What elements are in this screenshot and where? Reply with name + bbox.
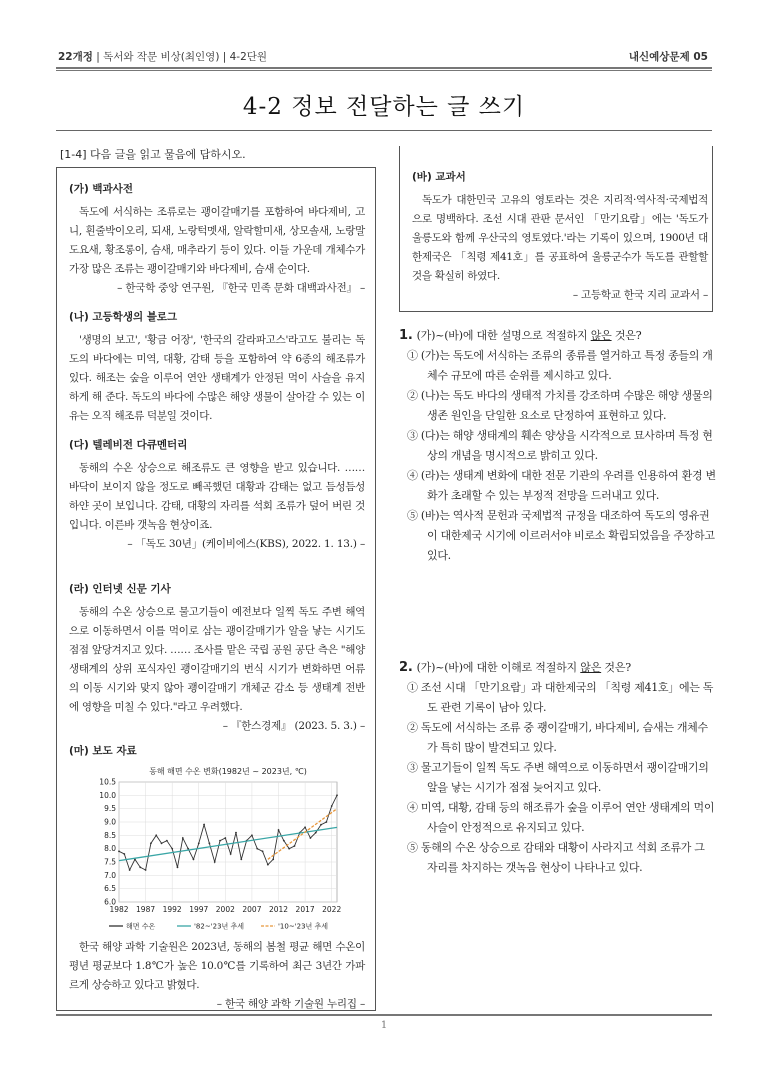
data-point [208,842,210,844]
data-point [219,840,221,842]
x-tick-label: 2007 [242,905,262,914]
question-1-stem-post: 것은? [611,329,642,342]
question-1-option-1[interactable]: ① (가)는 독도에 서식하는 조류의 종류를 열거하고 특정 종들의 개체수 규모에 따른 순위를 제시하고 있다. [407,349,713,382]
page-number: 1 [380,1020,388,1031]
data-point [310,837,312,839]
data-point [166,840,168,842]
section-ma-heading: (마) 보도 자료 [69,745,137,757]
data-point [177,866,179,868]
question-1-number: 1. [399,328,413,343]
data-point [203,824,205,826]
y-tick-label: 8.0 [104,844,116,854]
section-ra [69,580,365,736]
data-point [155,834,157,836]
data-point [325,821,327,823]
sea-temperature-chart [57,762,377,942]
x-tick-label: 1982 [109,905,129,914]
question-2-option-2[interactable]: ② 독도에 서식하는 조류 중 괭이갈매기, 바다제비, 슴새는 개체수가 특히 많이 발견되고 있다. [407,721,708,754]
data-point [187,848,189,850]
y-tick-label: 7.5 [104,857,116,867]
section-na-heading: (나) 고등학생의 블로그 [69,311,178,323]
y-tick-label: 9.0 [104,817,116,827]
question-2-option-5[interactable]: ⑤ 동해의 수온 상승으로 감태와 대황이 사라지고 석회 조류가 그 자리를 차지하는 갯녹음 현상이 나타나고 있다. [407,841,705,874]
page-title: 4-2 정보 전달하는 글 쓰기 [242,94,526,120]
question-1-option-3[interactable]: ③ (다)는 해양 생태계의 훼손 양상을 시각적으로 묘사하며 특정 현상의 개념을 명시적으로 밝히고 있다. [407,429,713,462]
question-1-option-5[interactable]: ⑤ (바)는 역사적 문헌과 국제법적 규정을 대조하여 독도의 영유권이 대한제국 시기에 이르러서야 비로소 확립되었음을 주장하고 있다. [407,509,715,562]
data-point [214,861,216,863]
section-ga [69,180,365,298]
section-ba-source: – 고등학교 한국 지리 교과서 – [572,289,708,301]
header-divider [56,67,712,71]
data-point [235,832,237,834]
y-tick-label: 10.0 [99,790,116,800]
question-2-stem-post: 것은? [601,661,631,674]
y-tick-label: 6.0 [104,897,116,907]
section-na [69,308,365,426]
data-point [267,864,269,866]
data-point [182,837,184,839]
x-tick-label: 2017 [295,905,315,914]
question-2-stem-underline: 않은 [580,661,602,674]
y-tick-label: 9.5 [104,804,116,814]
section-ba-heading: (바) 교과서 [412,171,466,183]
section-na-body: '생명의 보고', '황금 어장', '한국의 갈라파고스'라고도 불리는 독도의 바다에는 미역, 대황, 감태 등을 포함하여 약 6종의 해조류가 있다. 해조는 숲을 이루어 연안 생태계가 안정된 먹이 사슬을 유지하게 해 준다. 독도의 바다에 수많은 해양 생물이 살아갈 수 있는 이유는 오직 해조류 덕분일 것이다. [69,334,365,422]
question-1-stem-underline: 않은 [590,329,612,342]
x-tick-label: 2002 [215,905,235,914]
data-point [304,826,306,828]
question-intro: [1-4] 다음 글을 읽고 물음에 답하시오. [60,148,246,161]
section-ra-source: – 『한스경제』 (2023. 5. 3.) – [222,720,365,732]
data-point [230,853,232,855]
data-point [331,805,333,807]
header-course-text: | 독서와 작문 비상(최인영) | 4-2단원 [92,51,268,63]
x-tick-label: 2022 [322,905,342,914]
question-2-stem-pre: (가)~(바)에 대한 이해로 적절하지 [416,661,581,674]
y-tick-label: 6.5 [104,884,116,894]
x-tick-label: 1992 [162,905,182,914]
section-ga-heading: (가) 백과사전 [69,183,133,195]
question-2-option-4[interactable]: ④ 미역, 대황, 감태 등의 해조류가 숲을 이루어 연안 생태계의 먹이 사슬이 안정적으로 유지되고 있다. [407,801,715,834]
section-ga-body: 독도에 서식하는 조류로는 괭이갈매기를 포함하여 바다제비, 고니, 흰줄박이오리, 되새, 노랑턱멧새, 알락할미새, 상모솔새, 노랑말 도요새, 황조롱이, 슴새, 매추라기 등이 있다. 이들 가운데 개체수가 가장 많은 조류는 괭이갈매기와 바다제비, 슴새 순이다. [69,206,365,275]
question-1-option-2[interactable]: ② (나)는 독도 바다의 생태적 가치를 강조하며 수많은 해양 생물의 생존 원인을 단일한 요소로 단정하여 표현하고 있다. [407,389,713,422]
data-point [224,837,226,839]
section-da-body: 동해의 수온 상승으로 해조류도 큰 영향을 받고 있습니다. …… 바닥이 보이지 않을 정도로 빼곡했던 대황과 감태는 없고 듬성듬성 하얀 곳이 보입니다. 감태, 대황의 자리를 석회 조류가 덮어 버린 것입니다. 이른바 갯녹음 현상이죠. [69,462,365,531]
section-ma-source: – 한국 해양 과학 기술원 누리집 – [216,998,365,1010]
data-point [283,840,285,842]
data-point [123,853,125,855]
data-point [288,848,290,850]
y-tick-label: 10.5 [99,777,116,787]
section-ma-body: 한국 해양 과학 기술원은 2023년, 동해의 봄철 평균 해면 수온이 평년 평균보다 1.8℃가 높은 10.0℃를 기록하여 최근 3년간 가파르게 상승하고 있다고 밝혔다. [69,941,365,991]
data-point [145,869,147,871]
section-ma-text [69,938,365,1014]
section-ga-source: – 한국학 중앙 연구원, 『한국 민족 문화 대백과사전』 – [117,282,365,294]
data-point [139,866,141,868]
y-tick-label: 8.5 [104,830,116,840]
question-1-option-4[interactable]: ④ (라)는 생태계 변화에 대한 전문 기관의 우려를 인용하여 환경 변화가 초래할 수 있는 부정적 전망을 드러내고 있다. [407,469,716,502]
header-exam-label: 내신예상문제 05 [628,51,708,63]
question-2-number: 2. [399,660,413,675]
data-point [294,845,296,847]
x-tick-label: 1997 [189,905,209,914]
passage-box-right [399,146,713,312]
data-point [150,842,152,844]
legend-label-3: '10~'23년 추세 [278,922,329,931]
section-da-source: – 「독도 30년」(케이비에스(KBS), 2022. 1. 13.) – [127,538,365,550]
title-divider [56,130,712,131]
data-point [272,858,274,860]
section-ra-heading: (라) 인터넷 신문 기사 [69,583,171,595]
question-1-stem-pre: (가)~(바)에 대한 설명으로 적절하지 [416,329,591,342]
data-point [278,829,280,831]
header-course [58,49,267,64]
x-tick-label: 1987 [136,905,156,914]
question-2-option-1[interactable]: ① 조선 시대 「만기요람」과 대한제국의 「칙령 제41호」에는 독도 관련 기록이 남아 있다. [407,681,714,714]
data-point [198,842,200,844]
section-ra-body: 동해의 수온 상승으로 물고기들이 예전보다 일찍 독도 주변 해역으로 이동하면서 이를 먹이로 삼는 괭이갈매기가 알을 낳는 시기도 점점 앞당겨지고 있다. …… 조사를 맡은 국립 공원 공단 측은 "해양 생태계의 상위 포식자인 괭이갈매기의 번식 시기가 변화하면 어류의 이동 시기와 맞지 않아 괭이갈매기 개체군 감소 등 생태계 전반에 영향을 미칠 수 있다."라고 우려했다. [69,606,365,713]
data-point [161,842,163,844]
question-2 [399,658,717,878]
data-point [336,794,338,796]
data-point [315,832,317,834]
data-point [171,848,173,850]
chart-title: 동해 해면 수온 변화(1982년 ~ 2023년, ℃) [149,767,307,776]
question-1 [399,326,717,566]
question-2-option-3[interactable]: ③ 물고기들이 일찍 독도 주변 해역으로 이동하면서 괭이갈매기의 알을 낳는 시기가 점점 늦어지고 있다. [407,761,709,794]
footer-divider [56,1014,712,1016]
data-point [320,824,322,826]
data-point [240,858,242,860]
data-point [262,850,264,852]
legend-label-2: '82~'23년 추세 [194,922,245,931]
x-tick-label: 2012 [268,905,289,914]
data-point [118,850,120,852]
legend-label-1: 해면 수온 [126,922,156,931]
data-point [251,834,253,836]
question-1-stem [399,326,717,346]
section-ba [412,168,708,305]
passage-box-left [56,167,376,1011]
page-header [56,45,712,67]
question-2-stem [399,658,717,678]
data-point [129,869,131,871]
header-course-tag: 22개정 [58,51,93,63]
data-point [256,848,258,850]
section-da-heading: (다) 텔레비전 다큐멘터리 [69,439,188,451]
section-ba-body: 독도가 대한민국 고유의 영토라는 것은 지리적·역사적·국제법적으로 명백하다. 조선 시대 관판 문서인 「만기요람」에는 '독도가 울릉도와 함께 우산국의 영토였다.'라는 기록이 있으며, 1900년 대한제국은 「칙령 제41호」를 공표하여 울릉군수가 독도를 관할할 것을 확실히 하였다. [412,194,708,282]
section-da [69,436,365,554]
data-point [193,858,195,860]
y-tick-label: 7.0 [104,870,116,880]
